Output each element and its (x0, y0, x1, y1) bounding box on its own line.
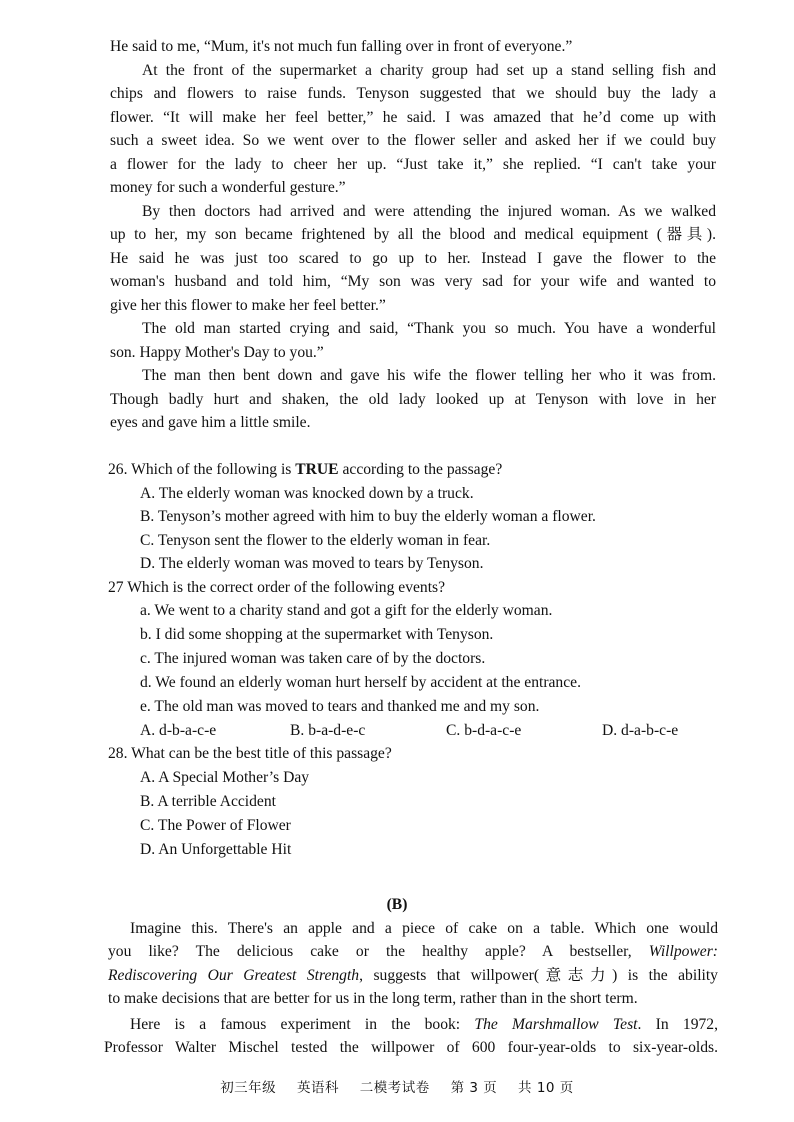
section-heading: (B) (386, 896, 408, 913)
passage-line: son. Happy Mother's Day to you.” (110, 344, 324, 361)
footer-grade: 初三年级 (220, 1080, 277, 1096)
stem-text: 26. Which of the following is (108, 461, 296, 478)
passage-line: eyes and gave him a little smile. (110, 414, 311, 431)
page-footer (0, 1076, 794, 1096)
book-title: Willpower: (648, 943, 718, 960)
answer-option: A. The elderly woman was knocked down by a truck. (140, 485, 474, 502)
passage-text: . In 1972, (637, 1016, 718, 1033)
passage-line (108, 940, 718, 964)
answer-options-row (140, 719, 720, 743)
passage-line: give her this flower to make her feel better.” (110, 297, 386, 314)
stem-keyword: TRUE (295, 461, 339, 478)
passage-line: He said he was just too scared to go up to her. Instead I gave the flower to the (110, 250, 716, 267)
footer-total-pages: 共 10 页 (518, 1080, 574, 1096)
passage-line: a flower for the lady to cheer her up. “Just take it,” she replied. “I can't take your (110, 156, 716, 173)
event-item: c. The injured woman was taken care of by the doctors. (140, 650, 486, 667)
passage-text: you like? The delicious cake or the healthy apple? A bestseller, (108, 943, 649, 960)
passage-text: , suggests that willpower(意志力) is the ability (359, 967, 718, 984)
passage-line: up to her, my son became frightened by all the blood and medical equipment (器具). (110, 226, 716, 243)
passage-line: money for such a wonderful gesture.” (110, 179, 346, 196)
passage-line: chips and flowers to raise funds. Tenyson suggested that we should buy the lady a (110, 85, 716, 102)
question-stem: 28. What can be the best title of this passage? (108, 745, 392, 762)
passage-line: The man then bent down and gave his wife the flower telling her who it was from. (142, 367, 716, 384)
answer-option: B. b-a-d-e-c (290, 722, 366, 739)
footer-page-number: 第 3 页 (450, 1080, 498, 1096)
passage-line: Though badly hurt and shaken, the old lady looked up at Tenyson with love in her (110, 391, 716, 408)
passage-line: He said to me, “Mum, it's not much fun falling over in front of everyone.” (110, 38, 573, 55)
passage-line: Imagine this. There's an apple and a piece of cake on a table. Which one would (130, 920, 718, 937)
answer-option: D. d-a-b-c-e (602, 722, 679, 739)
answer-option: B. Tenyson’s mother agreed with him to buy the elderly woman a flower. (140, 508, 596, 525)
footer-exam: 二模考试卷 (359, 1080, 430, 1096)
event-item: b. I did some shopping at the supermarket with Tenyson. (140, 626, 494, 643)
passage-line: flower. “It will make her feel better,” he said. I was amazed that he’d come up with (110, 109, 716, 126)
answer-option: C. Tenyson sent the flower to the elderly woman in fear. (140, 532, 491, 549)
passage-line: such a sweet idea. So we went over to the flower seller and asked her if we could buy (110, 132, 716, 149)
passage-line (130, 1013, 718, 1037)
answer-option: C. The Power of Flower (140, 817, 291, 834)
stem-text: according to the passage? (338, 461, 503, 478)
passage-line (108, 964, 718, 988)
question-stem (108, 458, 708, 482)
passage-text: Here is a famous experiment in the book: (130, 1016, 475, 1033)
event-item: a. We went to a charity stand and got a gift for the elderly woman. (140, 602, 553, 619)
question-stem: 27 Which is the correct order of the following events? (108, 579, 446, 596)
answer-option: A. d-b-a-c-e (140, 722, 217, 739)
passage-line: to make decisions that are better for us in the long term, rather than in the short term. (108, 990, 638, 1007)
passage-line: woman's husband and told him, “My son was very sad for your wife and wanted to (110, 273, 716, 290)
event-item: e. The old man was moved to tears and thanked me and my son. (140, 698, 540, 715)
event-item: d. We found an elderly woman hurt herself by accident at the entrance. (140, 674, 581, 691)
answer-option: A. A Special Mother’s Day (140, 769, 310, 786)
book-title: Rediscovering Our Greatest Strength (108, 967, 360, 984)
answer-option: C. b-d-a-c-e (446, 722, 522, 739)
passage-line: By then doctors had arrived and were attending the injured woman. As we walked (142, 203, 716, 220)
answer-option: D. The elderly woman was moved to tears by Tenyson. (140, 555, 484, 572)
answer-option: D. An Unforgettable Hit (140, 841, 292, 858)
passage-line: At the front of the supermarket a charity group had set up a stand selling fish and (142, 62, 716, 79)
passage-line: The old man started crying and said, “Thank you so much. You have a wonderful (142, 320, 716, 337)
answer-option: B. A terrible Accident (140, 793, 276, 810)
experiment-title: The Marshmallow Test (474, 1016, 638, 1033)
passage-line: Professor Walter Mischel tested the willpower of 600 four-year-olds to six-year-olds. (104, 1039, 718, 1056)
footer-subject: 英语科 (296, 1080, 339, 1096)
